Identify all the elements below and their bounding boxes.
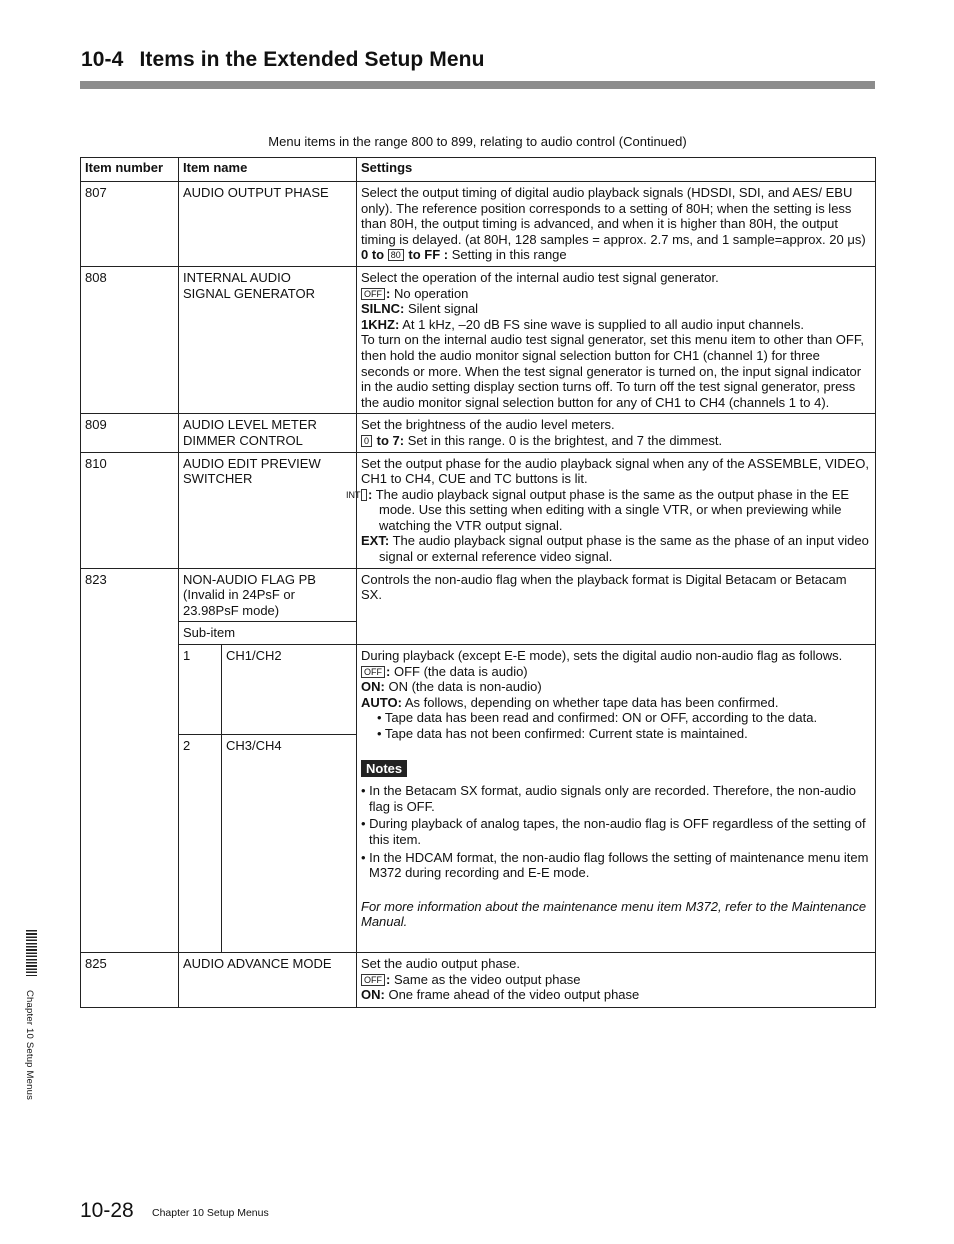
option-text: No operation — [393, 285, 469, 301]
table-row — [81, 452, 876, 568]
option-ext — [361, 533, 871, 564]
option-on — [361, 987, 871, 1003]
section-title — [81, 48, 485, 72]
option-off: OFF : No operation — [361, 286, 871, 302]
settings-body: To turn on the internal audio test signal generator, set this menu item to other than OFF, then hold the audio monitor signal selection button for CH1 (channel 1) for three seconds or more. When the test signal generator is turned on, the input signal indicator in the audio setting display section turns off. To turn off the test signal generator, press the audio monitor signal selection button for any of CH1 to CH4 (channels 1 to 4). — [361, 332, 864, 410]
table-row — [81, 414, 876, 452]
item-number: 809 — [81, 414, 179, 452]
settings-range — [361, 433, 871, 449]
option-text: At 1 kHz, –20 dB FS sine wave is supplied to all audio input channels. — [402, 316, 804, 332]
table-row — [81, 568, 876, 622]
table-header-row — [81, 158, 876, 182]
item-name-line: AUDIO LEVEL METER — [183, 417, 317, 433]
option-off: OFF : OFF (the data is audio) — [361, 664, 871, 680]
range-from: 0 to — [361, 247, 385, 263]
sub-item-label: Sub-item — [179, 622, 357, 645]
item-settings: Controls the non-audio flag when the playback format is Digital Betacam or Betacam SX. — [357, 568, 876, 644]
default-value-key: 0 — [361, 435, 372, 447]
option-int: INT : The audio playback signal output phase is the same as the output phase in the EE mode. Use this setting when editing with a single VTR, or when previewing while watching the VTR output signal. — [346, 486, 850, 533]
item-name: AUDIO ADVANCE MODE — [179, 953, 357, 1008]
item-name-line: DIMMER CONTROL — [183, 432, 303, 448]
option-text: ON (the data is non-audio) — [388, 679, 542, 695]
item-name-line: SWITCHER — [183, 471, 253, 487]
list-item: • Tape data has not been confirmed: Current state is maintained. — [377, 726, 748, 741]
default-value-key: OFF — [361, 288, 385, 300]
option-text: Silent signal — [407, 301, 479, 317]
default-value-key: OFF — [361, 974, 385, 986]
item-settings — [346, 452, 876, 568]
note-item: • In the Betacam SX format, audio signals only are recorded. Therefore, the non-audio flag is OFF. — [361, 783, 856, 814]
reference-note: For more information about the maintenance menu item M372, refer to the Maintenance Manual. — [361, 898, 867, 930]
default-value-key: 80 — [388, 249, 404, 261]
option-text: The audio playback signal output phase is the same as the phase of an input video signal or external reference video signal. — [379, 533, 869, 565]
item-name-line: 23.98PsF mode) — [183, 602, 280, 618]
header-item-name: Item name — [179, 158, 357, 182]
sub-item-number: 2 — [179, 735, 222, 953]
item-name: AUDIO OUTPUT PHASE — [179, 182, 357, 267]
option-on — [361, 679, 871, 695]
option-text: As follows, depending on whether tape data has been confirmed. — [404, 694, 779, 710]
option-text: Same as the video output phase — [393, 971, 581, 987]
item-number: 825 — [81, 953, 179, 1008]
section-title-text: Items in the Extended Setup Menu — [139, 48, 485, 71]
header-settings: Settings — [357, 158, 876, 182]
list-item: • Tape data has been read and confirmed: ON or OFF, according to the data. — [377, 710, 818, 726]
item-settings — [357, 182, 876, 267]
item-name — [179, 266, 357, 413]
option-label: SILNC: — [361, 301, 405, 317]
sidebar-chapter-label: Chapter 10 Setup Menus — [24, 990, 35, 1101]
notes-badge: Notes — [361, 760, 407, 778]
option-label: ON: — [361, 679, 385, 695]
default-value-key: OFF — [361, 666, 385, 678]
option-label: 1KHZ: — [361, 316, 400, 332]
note-item: • During playback of analog tapes, the non-audio flag is OFF regardless of the setting of this item. — [361, 816, 866, 847]
sub-item-settings — [357, 645, 876, 953]
item-name-line: AUDIO EDIT PREVIEW — [183, 455, 321, 471]
settings-description: Select the operation of the internal audio test signal generator. — [361, 269, 719, 285]
option-label: ON: — [361, 987, 385, 1003]
option-auto — [361, 695, 871, 711]
range-label: to 7: — [376, 432, 405, 448]
option-label: EXT: — [361, 533, 390, 549]
item-settings — [357, 414, 876, 452]
page-number: 10-28 — [80, 1199, 134, 1222]
option-label: AUTO: — [361, 694, 402, 710]
setup-menu-table — [80, 157, 876, 1008]
option-text: The audio playback signal output phase is the same as the output phase in the EE mode. Use this setting when editing with a single VTR, or when previewing while watching the VTR output signal. — [375, 486, 850, 533]
header-item-number: Item number — [81, 158, 179, 182]
option-text: One frame ahead of the video output phase — [388, 987, 640, 1003]
item-name — [179, 414, 357, 452]
item-name — [179, 568, 357, 622]
item-number: 823 — [81, 568, 179, 952]
settings-description: Set the audio output phase. — [361, 956, 521, 972]
sub-item-name: CH3/CH4 — [222, 735, 357, 953]
settings-description: Set the brightness of the audio level meters. — [361, 417, 615, 433]
range-to: to FF : — [408, 247, 449, 263]
section-number: 10-4 — [81, 48, 124, 71]
settings-description: During playback (except E-E mode), sets the digital audio non-audio flag as follows. — [361, 648, 843, 664]
item-number: 808 — [81, 266, 179, 413]
sub-item-number: 1 — [179, 645, 222, 735]
chapter-thumb-index — [26, 930, 37, 976]
table-row — [81, 182, 876, 267]
table-row — [81, 953, 876, 1008]
item-number: 807 — [81, 182, 179, 267]
item-name — [179, 452, 357, 568]
title-rule — [80, 81, 875, 89]
range-text: Setting in this range — [451, 247, 567, 263]
option-1khz — [361, 317, 871, 333]
option-text: OFF (the data is audio) — [393, 663, 528, 679]
sub-item-name: CH1/CH2 — [222, 645, 357, 735]
note-item: • In the HDCAM format, the non-audio flag follows the setting of maintenance menu item M372 during recording and E-E mode. — [361, 849, 869, 881]
item-name-line: INTERNAL AUDIO — [183, 269, 291, 285]
item-name-line: (Invalid in 24PsF or — [183, 587, 295, 603]
table-caption: Menu items in the range 800 to 899, relating to audio control (Continued) — [268, 134, 687, 149]
table-row — [81, 266, 876, 413]
range-text: Set in this range. 0 is the brightest, and 7 the dimmest. — [407, 432, 723, 448]
settings-description: Set the output phase for the audio playback signal when any of the ASSEMBLE, VIDEO, CH1 to CH4, CUE and TC buttons is lit. — [361, 455, 870, 487]
item-settings — [357, 953, 876, 1008]
option-silnc — [361, 301, 871, 317]
option-off: OFF : Same as the video output phase — [361, 972, 871, 988]
item-settings — [357, 266, 876, 413]
item-number: 810 — [81, 452, 179, 568]
sub-item-row — [81, 645, 876, 735]
settings-description: Select the output timing of digital audio playback signals (HDSDI, SDI, and AES/ EBU only). The reference position corresponds to a setting of 80H; when the setting is less than 80H, the output timing is advanced, and when it is higher than 80H, the output timing is delayed. (at 80H, 128 samples = approx. 2.7 ms, and 1 sample=approx. 20 μs) — [361, 185, 866, 247]
settings-range — [361, 247, 871, 263]
default-value-key: INT — [361, 489, 367, 501]
footer-chapter: Chapter 10 Setup Menus — [152, 1207, 269, 1219]
item-name-line: NON-AUDIO FLAG PB — [183, 571, 316, 587]
item-name-line: SIGNAL GENERATOR — [183, 285, 315, 301]
